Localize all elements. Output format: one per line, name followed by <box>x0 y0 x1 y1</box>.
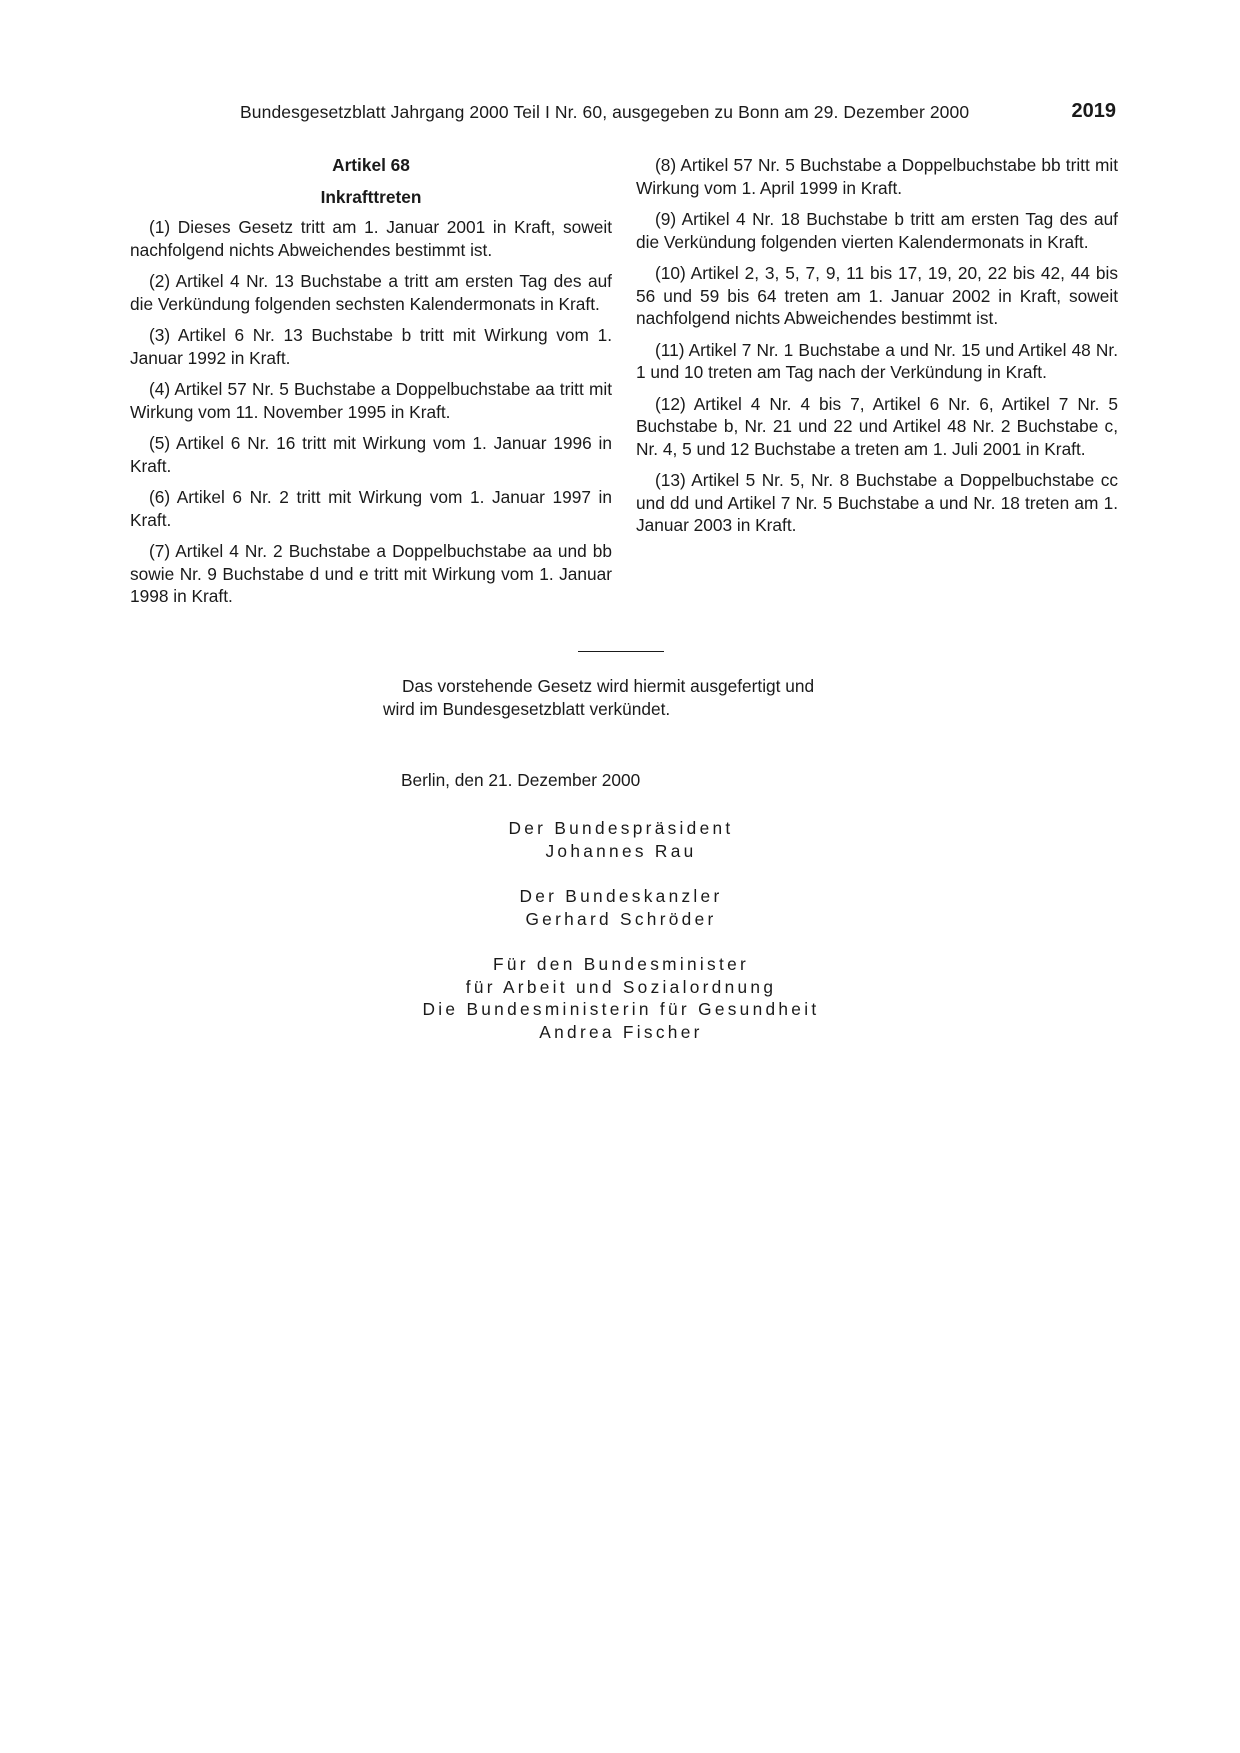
paragraph: (8) Artikel 57 Nr. 5 Buchstabe a Doppelbuchstabe bb tritt mit Wirkung vom 1. April 1999 in Kraft. <box>636 155 1118 198</box>
paragraph: (6) Artikel 6 Nr. 2 tritt mit Wirkung vom 1. Januar 1997 in Kraft. <box>130 487 612 530</box>
signatory-name: Johannes Rau <box>545 840 697 861</box>
signatory-name: Andrea Fischer <box>539 1021 703 1042</box>
signatory-chancellor <box>383 885 859 930</box>
paragraph: (9) Artikel 4 Nr. 18 Buchstabe b tritt am ersten Tag des auf die Verkündung folgenden vierten Kalendermonats in Kraft. <box>636 209 1118 252</box>
paragraph: (2) Artikel 4 Nr. 13 Buchstabe a tritt am ersten Tag des auf die Verkündung folgenden sechsten Kalendermonats in Kraft. <box>130 271 612 314</box>
signatory-office: Für den Bundesminister <box>492 954 750 974</box>
signatory-office: Der Bundeskanzler <box>519 886 723 906</box>
article-title: Inkrafttreten <box>320 186 422 207</box>
signatory-minister <box>383 953 859 1043</box>
place-date: Berlin, den 21. Dezember 2000 <box>401 770 641 790</box>
paragraph: (1) Dieses Gesetz tritt am 1. Januar 2001 in Kraft, soweit nachfolgend nichts Abweichendes bestimmt ist. <box>130 217 612 260</box>
divider-rule <box>578 651 664 652</box>
paragraph: (7) Artikel 4 Nr. 2 Buchstabe a Doppelbuchstabe aa und bb sowie Nr. 9 Buchstabe d und e tritt mit Wirkung vom 1. Januar 1998 in Kraft. <box>130 541 612 606</box>
paragraph: (4) Artikel 57 Nr. 5 Buchstabe a Doppelbuchstabe aa tritt mit Wirkung vom 11. November 1995 in Kraft. <box>130 379 612 422</box>
signatory-president <box>383 817 859 862</box>
right-column <box>636 154 1118 546</box>
signatory-office: Die Bundesministerin für Gesundheit <box>422 999 820 1019</box>
promulgation-line-2: wird im Bundesgesetzblatt verkündet. <box>383 698 671 719</box>
paragraph: (10) Artikel 2, 3, 5, 7, 9, 11 bis 17, 19, 20, 22 bis 42, 44 bis 56 und 59 bis 64 treten am 1. Januar 2002 in Kraft, soweit nachfolgend nichts Abweichendes bestimmt ist. <box>636 263 1118 328</box>
signatory-office: Der Bundespräsident <box>508 818 734 838</box>
header-title: Bundesgesetzblatt Jahrgang 2000 Teil I Nr. 60, ausgegeben zu Bonn am 29. Dezember 2000 <box>240 102 970 122</box>
paragraph: (13) Artikel 5 Nr. 5, Nr. 8 Buchstabe a Doppelbuchstabe cc und dd und Artikel 7 Nr. 5 Buchstabe a und Nr. 18 treten am 1. Januar 2003 in Kraft. <box>636 470 1118 535</box>
page-header <box>240 100 1120 126</box>
signature-block <box>383 817 859 1066</box>
paragraph: (3) Artikel 6 Nr. 13 Buchstabe b tritt mit Wirkung vom 1. Januar 1992 in Kraft. <box>130 325 612 368</box>
signatory-office: für Arbeit und Sozialordnung <box>465 976 777 997</box>
paragraph: (12) Artikel 4 Nr. 4 bis 7, Artikel 6 Nr. 6, Artikel 7 Nr. 5 Buchstabe b, Nr. 21 und 22 und Artikel 48 Nr. 2 Buchstabe c, Nr. 4, 5 und 12 Buchstabe a treten am 1. Juli 2001 in Kraft. <box>636 393 1118 459</box>
left-column <box>130 154 612 617</box>
promulgation-clause <box>383 675 859 720</box>
signatory-name: Gerhard Schröder <box>525 908 717 929</box>
paragraph: (5) Artikel 6 Nr. 16 tritt mit Wirkung vom 1. Januar 1996 in Kraft. <box>130 433 612 476</box>
paragraph: (11) Artikel 7 Nr. 1 Buchstabe a und Nr. 15 und Artikel 48 Nr. 1 und 10 treten am Tag nach der Verkündung in Kraft. <box>636 339 1118 382</box>
article-number: Artikel 68 <box>332 155 410 175</box>
page-number: 2019 <box>1071 100 1116 122</box>
promulgation-line-1: Das vorstehende Gesetz wird hiermit ausgefertigt und <box>402 676 815 696</box>
